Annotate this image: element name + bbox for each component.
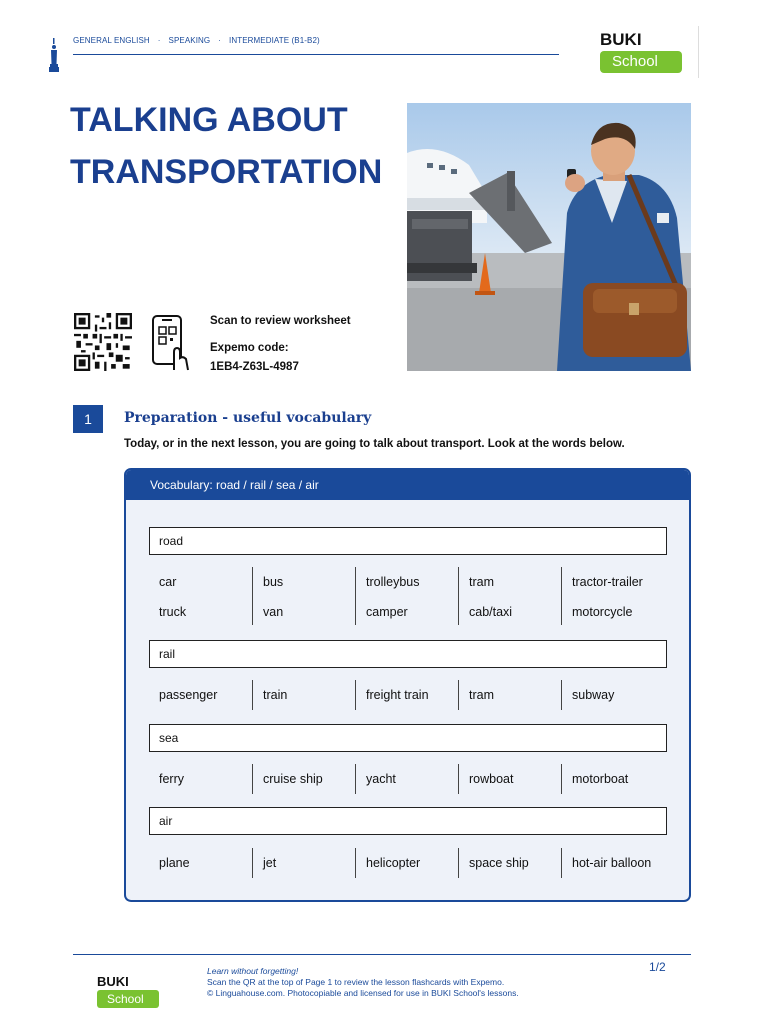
footer-logo-sub: School [97,990,159,1008]
vocab-word: trolleybus [366,575,420,589]
column-divider [458,680,459,710]
vocab-word: helicopter [366,856,421,870]
word-row [150,768,670,790]
word-row [150,852,670,874]
category-sea: sea [149,724,667,752]
expemo-code: 1EB4-Z63L-4987 [210,361,299,373]
vocab-word: camper [366,605,408,619]
section-instruction: Today, or in the next lesson, you are going to talk about transport. Look at the words below. [124,438,625,450]
vocab-word: hot-air balloon [572,856,652,870]
qr-code-icon[interactable] [73,313,133,371]
breadcrumb: GENERAL ENGLISH · SPEAKING · INTERMEDIATE (B1-B2) [73,36,320,45]
column-divider [355,764,356,794]
breadcrumb-level-3[interactable]: INTERMEDIATE (B1-B2) [229,36,320,45]
title-line-1: TALKING ABOUT [70,101,348,139]
column-divider [252,680,253,710]
vocab-word: freight train [366,688,429,702]
buki-school-logo [600,30,684,73]
logo-brand: BUKI [600,30,642,49]
section-number: 1 [73,405,103,433]
column-divider [561,680,562,710]
vocab-word: space ship [469,856,529,870]
column-divider [458,567,459,625]
column-divider [252,848,253,878]
expemo-code-label: Expemo code: [210,342,289,354]
statue-of-liberty-icon [48,38,60,72]
phone-scan-icon [150,314,192,372]
column-divider [355,848,356,878]
column-divider [458,764,459,794]
vocab-word: rowboat [469,772,514,786]
footer-qr-note: Scan the QR at the top of Page 1 to review the lesson flashcards with Expemo. [207,977,505,987]
category-rail: rail [149,640,667,668]
vocab-word: jet [263,856,277,870]
vocab-word: subway [572,688,615,702]
column-divider [561,764,562,794]
column-divider [252,567,253,625]
category-road: road [149,527,667,555]
column-divider [561,567,562,625]
column-divider [355,567,356,625]
section-title: Preparation - useful vocabulary [124,410,372,426]
footer-tagline: Learn without forgetting! [207,966,299,976]
footer-divider [73,954,691,955]
word-row [150,601,670,623]
vocabulary-header: Vocabulary: road / rail / sea / air [126,470,689,500]
vocab-word: van [263,605,284,619]
vocab-word: motorcycle [572,605,633,619]
page-number: 1/2 [649,960,666,974]
scan-instruction: Scan to review worksheet [210,315,351,327]
vocab-word: plane [159,856,190,870]
vocab-word: cruise ship [263,772,323,786]
logo-divider [698,26,699,78]
word-row [150,684,670,706]
vocab-word: truck [159,605,187,619]
column-divider [458,848,459,878]
vocab-word: yacht [366,772,396,786]
vocab-word: tram [469,688,494,702]
vocab-word: bus [263,575,284,589]
column-divider [252,764,253,794]
footer-text [207,966,519,999]
vocab-word: car [159,575,177,589]
breadcrumb-level-2[interactable]: SPEAKING [168,36,211,45]
vocab-word: cab/taxi [469,605,513,619]
airport-traveler-photo [407,103,691,371]
vocab-word: ferry [159,772,184,786]
vocab-word: passenger [159,688,218,702]
breadcrumb-level-1[interactable]: GENERAL ENGLISH [73,36,150,45]
footer-logo-brand: BUKI [97,974,129,989]
scan-info [210,312,351,377]
vocab-word: tram [469,575,494,589]
logo-sub: School [600,51,682,73]
header-divider [73,54,559,55]
footer-logo [97,974,161,1008]
footer-copyright: © Linguahouse.com. Photocopiable and licensed for use in BUKI School's lessons. [207,988,519,998]
column-divider [355,680,356,710]
vocab-word: motorboat [572,772,629,786]
vocab-word: tractor-trailer [572,575,643,589]
title-line-2: TRANSPORTATION [70,153,383,191]
category-air: air [149,807,667,835]
page-title [70,94,400,198]
word-row [150,571,670,593]
vocabulary-box [124,468,691,902]
vocab-word: train [263,688,288,702]
column-divider [561,848,562,878]
